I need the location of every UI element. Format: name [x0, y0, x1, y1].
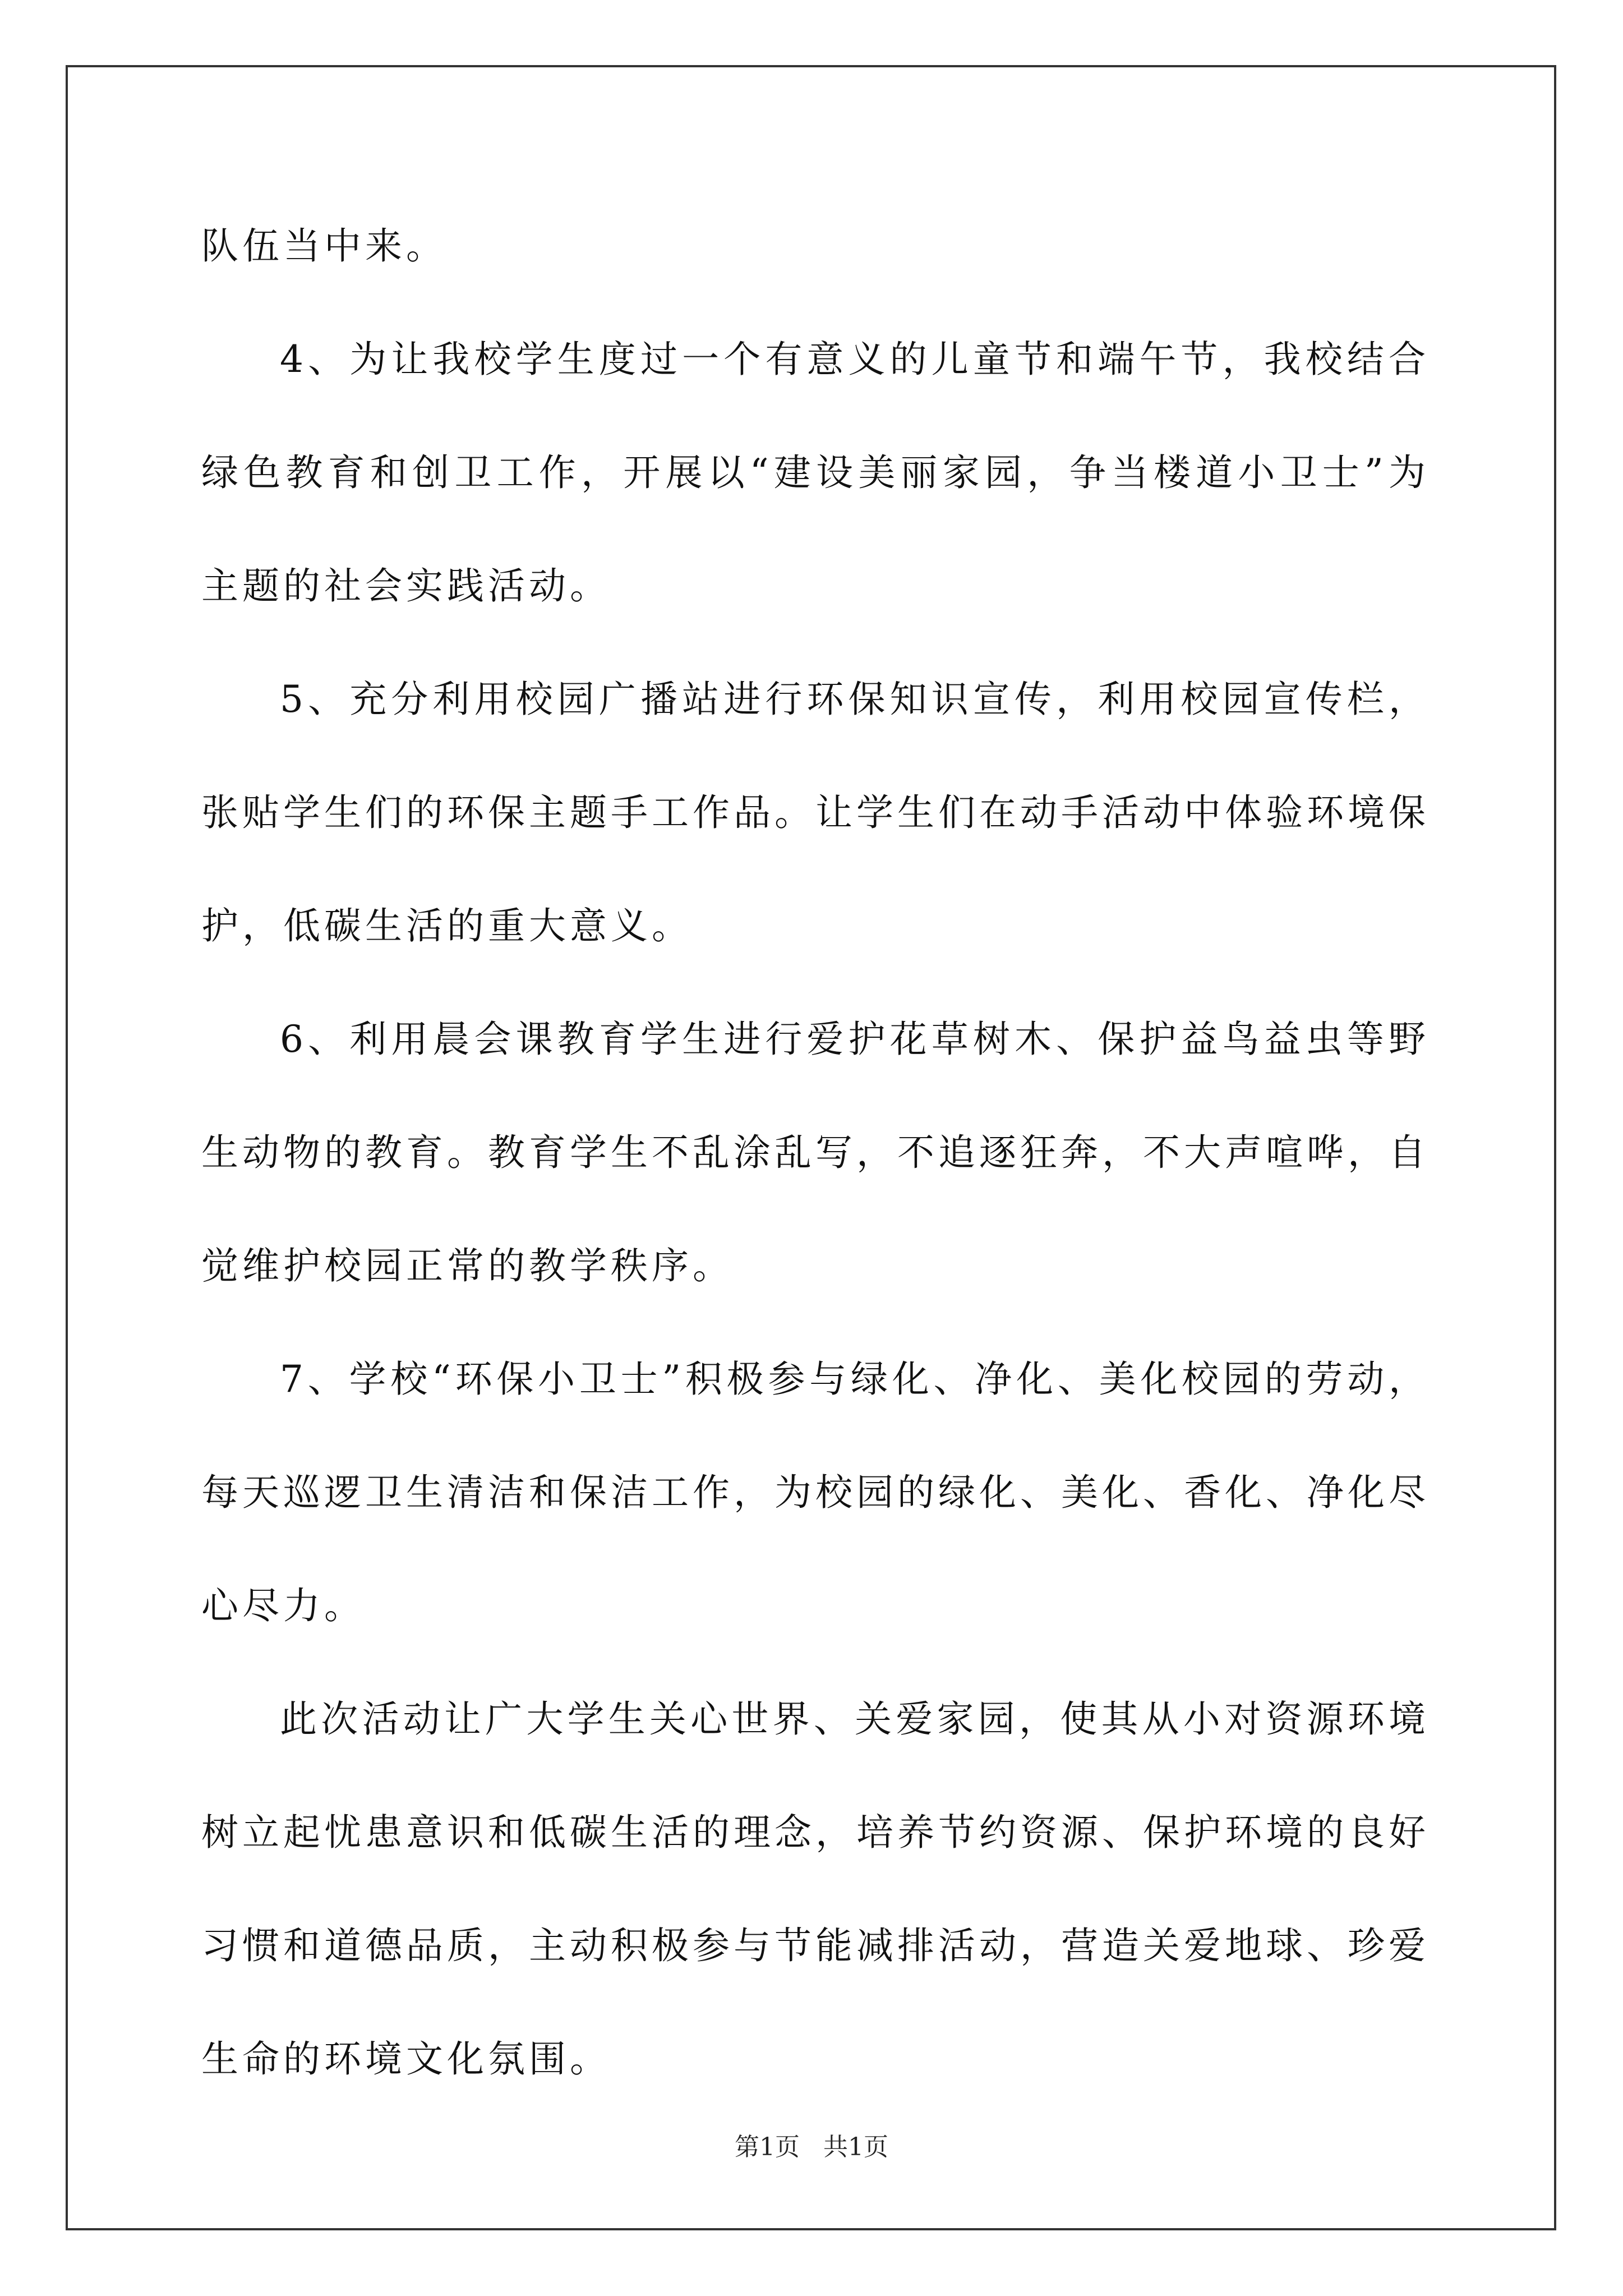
- document-body: [201, 190, 1430, 2116]
- paragraph-summary: 此次活动让广大学生关心世界、关爱家园，使其从小对资源环境树立起忧患意识和低碳生活的理念，培养节约资源、保护环境的良好习惯和道德品质，主动积极参与节能减排活动，营造关爱地球、珍爱生命的环境文化氛围。: [201, 1697, 1430, 2081]
- paragraph-item-6: 6、利用晨会课教育学生进行爱护花草树木、保护益鸟益虫等野生动物的教育。教育学生不乱涂乱写，不追逐狂奔，不大声喧哗，自觉维护校园正常的教学秩序。: [201, 1018, 1430, 1287]
- paragraph-item-5: 5、充分利用校园广播站进行环保知识宣传，利用校园宣传栏，张贴学生们的环保主题手工作品。让学生们在动手活动中体验环境保护，低碳生活的重大意义。: [201, 678, 1430, 947]
- page-number-footer: 第1页 共1页: [735, 2133, 888, 2161]
- paragraph-continuation: 队伍当中来。: [201, 224, 447, 268]
- paragraph-item-4: 4、为让我校学生度过一个有意义的儿童节和端午节，我校结合绿色教育和创卫工作，开展以“建设美丽家园，争当楼道小卫士”为主题的社会实践活动。: [201, 338, 1430, 608]
- paragraph-item-7: 7、学校“环保小卫士”积极参与绿化、净化、美化校园的劳动，每天巡逻卫生清洁和保洁工作，为校园的绿化、美化、香化、净化尽心尽力。: [201, 1358, 1430, 1627]
